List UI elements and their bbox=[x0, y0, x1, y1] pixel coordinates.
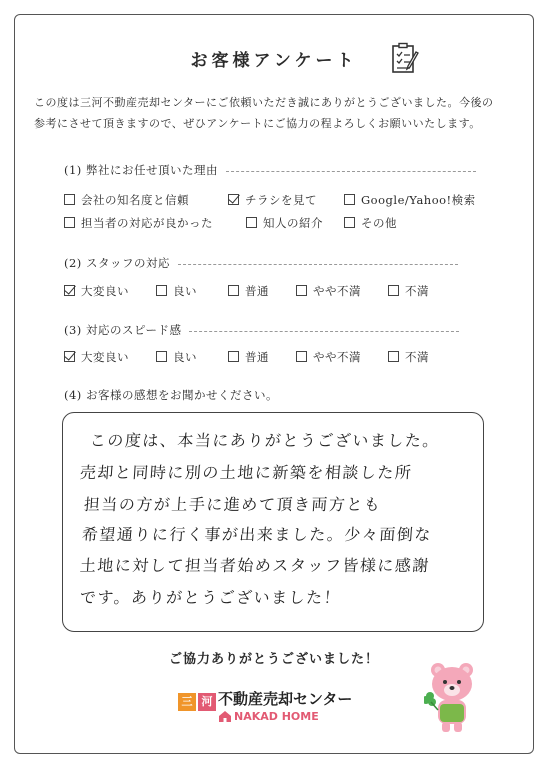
question-1-title bbox=[64, 162, 476, 178]
logo-subtitle: NAKAD HOME bbox=[234, 710, 319, 723]
q3-option-somewhat-unsatisfied[interactable] bbox=[296, 349, 361, 365]
checkbox[interactable] bbox=[64, 285, 75, 296]
comment-line: 希望通りに行く事が出来ました。少々面倒な bbox=[81, 525, 433, 544]
option-label: 不満 bbox=[405, 284, 429, 298]
logo-row bbox=[178, 688, 352, 711]
comment-line: 担当の方が上手に進めて頂き両方とも bbox=[83, 495, 383, 514]
option-label: やや不満 bbox=[313, 350, 361, 364]
logo-badge-2: 河 bbox=[198, 693, 216, 711]
divider bbox=[178, 264, 458, 265]
q3-option-good[interactable] bbox=[156, 349, 197, 365]
checkbox[interactable] bbox=[228, 285, 239, 296]
option-label: その他 bbox=[361, 216, 397, 230]
thanks-message: ご協力ありがとうございました！ bbox=[168, 652, 379, 667]
checkbox[interactable] bbox=[64, 194, 75, 205]
checkbox[interactable] bbox=[228, 351, 239, 362]
checkbox[interactable] bbox=[344, 217, 355, 228]
bear-mascot-icon bbox=[424, 660, 480, 734]
q1-option-referral[interactable] bbox=[246, 215, 323, 231]
checkbox[interactable] bbox=[388, 285, 399, 296]
logo-name: 不動産売却センター bbox=[218, 690, 353, 708]
checkbox[interactable] bbox=[156, 285, 167, 296]
title-area bbox=[0, 46, 548, 71]
question-2-label: (2) スタッフの対応 bbox=[64, 256, 170, 270]
q2-option-very-good[interactable] bbox=[64, 283, 129, 299]
checkbox[interactable] bbox=[228, 194, 239, 205]
option-label: やや不満 bbox=[313, 284, 361, 298]
q2-option-somewhat-unsatisfied[interactable] bbox=[296, 283, 361, 299]
intro-text bbox=[34, 92, 524, 134]
divider bbox=[189, 331, 459, 332]
comment-line: 売却と同時に別の土地に新築を相談した所 bbox=[79, 463, 414, 482]
checkbox[interactable] bbox=[296, 285, 307, 296]
checkbox[interactable] bbox=[344, 194, 355, 205]
company-logo bbox=[178, 688, 378, 736]
q3-option-unsatisfied[interactable] bbox=[388, 349, 429, 365]
q2-option-average[interactable] bbox=[228, 283, 269, 299]
checkbox[interactable] bbox=[246, 217, 257, 228]
option-label: 普通 bbox=[245, 284, 269, 298]
checkbox[interactable] bbox=[296, 351, 307, 362]
option-label: 知人の紹介 bbox=[263, 216, 323, 230]
divider bbox=[226, 171, 476, 172]
house-icon bbox=[218, 710, 232, 723]
clipboard-icon bbox=[390, 42, 420, 76]
question-4-label: (4) お客様の感想をお聞かせください。 bbox=[64, 388, 278, 402]
comment-line: この度は、本当にありがとうございました。 bbox=[89, 431, 441, 450]
q3-option-very-good[interactable] bbox=[64, 349, 129, 365]
q2-option-unsatisfied[interactable] bbox=[388, 283, 429, 299]
question-1-label: (1) 弊社にお任せ頂いた理由 bbox=[64, 163, 218, 177]
q1-option-company-reputation[interactable] bbox=[64, 192, 189, 208]
checkbox[interactable] bbox=[64, 351, 75, 362]
option-label: 普通 bbox=[245, 350, 269, 364]
option-label: 大変良い bbox=[81, 350, 129, 364]
checkbox[interactable] bbox=[156, 351, 167, 362]
option-label: 良い bbox=[173, 284, 197, 298]
comment-line: です。ありがとうございました！ bbox=[79, 588, 342, 607]
q1-option-flyer[interactable] bbox=[228, 192, 317, 208]
checkbox[interactable] bbox=[64, 217, 75, 228]
q1-option-other[interactable] bbox=[344, 215, 397, 231]
option-label: 良い bbox=[173, 350, 197, 364]
option-label: 会社の知名度と信頼 bbox=[81, 193, 189, 207]
q2-option-good[interactable] bbox=[156, 283, 197, 299]
intro-line-1: この度は三河不動産売却センターにご依頼いただき誠にありがとうございました。今後の bbox=[34, 96, 494, 109]
option-label: チラシを見て bbox=[245, 193, 317, 207]
option-label: Google/Yahoo!検索 bbox=[361, 193, 476, 207]
option-label: 不満 bbox=[405, 350, 429, 364]
question-2-title bbox=[64, 255, 458, 271]
q1-option-good-staff[interactable] bbox=[64, 215, 213, 231]
option-label: 大変良い bbox=[81, 284, 129, 298]
question-3-title bbox=[64, 322, 459, 338]
option-label: 担当者の対応が良かった bbox=[81, 216, 213, 230]
checkbox[interactable] bbox=[388, 351, 399, 362]
comment-line: 土地に対して担当者始めスタッフ皆様に感謝 bbox=[79, 556, 431, 575]
logo-badge-1: 三 bbox=[178, 693, 196, 711]
intro-line-2: 参考にさせて頂きますので、ぜひアンケートにご協力の程よろしくお願いいたします。 bbox=[34, 117, 481, 130]
page-title: お客様アンケート bbox=[190, 51, 358, 71]
q3-option-average[interactable] bbox=[228, 349, 269, 365]
question-3-label: (3) 対応のスピード感 bbox=[64, 323, 182, 337]
q1-option-web-search[interactable] bbox=[344, 192, 476, 208]
question-4-title bbox=[64, 387, 278, 403]
